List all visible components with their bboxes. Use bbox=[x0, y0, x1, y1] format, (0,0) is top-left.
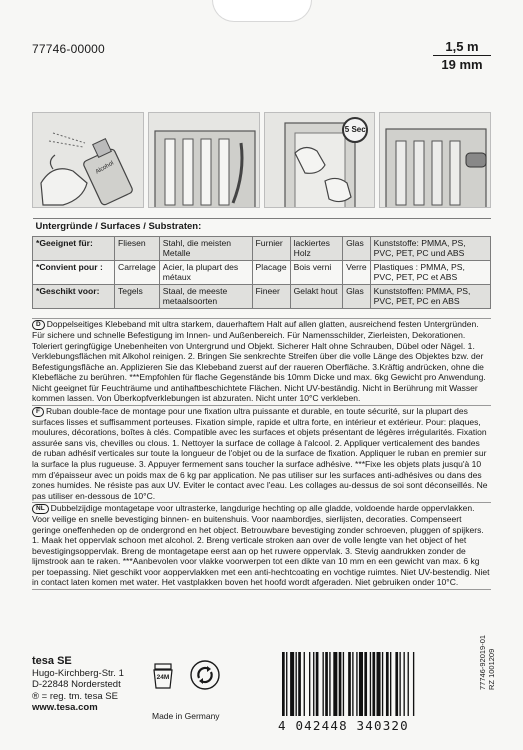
side-code-line-2: RZ 1001209 bbox=[487, 648, 496, 690]
barcode-bar bbox=[408, 652, 409, 716]
barcode-bar bbox=[296, 652, 297, 716]
instruction-steps bbox=[32, 112, 491, 208]
table-cell: Gelakt hout bbox=[290, 284, 342, 308]
row-label: *Geschikt voor: bbox=[33, 284, 115, 308]
barcode-bar bbox=[356, 652, 357, 716]
surfaces-table bbox=[32, 218, 491, 309]
instructions-de-text: Doppelseitiges Klebeband mit ultra starkem, dauerhaftem Halt auf allen glatten, ausreichend festen Untergründen. Für sichere und schnelle Befestigung im Innen- und Außenbereich. Für Namensschilder, Zierleisten, Dekorationen. Toleriert geringfügige Unebenheiten von Untergrund und Objekt. Sicherer Halt ohne Schrauben, Dübel oder Nägel. 1. Verklebungsflächen mit Alkohol reinigen. 2. Bringen Sie senkrechte Streifen über die volle Länge des Objektes bzw. der Befestigungsfläche an. Applizieren Sie das Klebeband zuerst auf der raueren Oberfläche. 3.Kräftig andrücken, ohne die Klebefläche zu berühren. ***Empfohlen für flache Gegenstände bis 10mm Dicke und max. 6kg Gewicht pro Anwendung. Nicht geeignet für Feuchträume und antihaftbeschichtete Flächen. Nicht UV-beständig. Nicht in Berührung mit Wasser kommen lassen. Von Überkopfverklebungen ist abzuraten. Nicht unter 10°C verkleben. bbox=[32, 319, 486, 404]
tape-dimensions bbox=[433, 38, 491, 73]
barcode-bar bbox=[323, 652, 324, 716]
barcode-bar bbox=[399, 652, 400, 716]
barcode-bar bbox=[372, 652, 375, 716]
barcode-bar bbox=[382, 652, 383, 716]
barcode-bar bbox=[304, 652, 305, 716]
strips-illustration bbox=[149, 113, 260, 208]
surfaces-table-title: Untergründe / Surfaces / Substraten: bbox=[33, 219, 491, 237]
company-website: www.tesa.com bbox=[32, 702, 98, 713]
barcode-bar bbox=[404, 652, 405, 716]
table-cell: Fliesen bbox=[115, 236, 160, 260]
row-label: *Convient pour : bbox=[33, 260, 115, 284]
table-cell: lackiertes Holz bbox=[290, 236, 342, 260]
divider bbox=[32, 589, 491, 590]
side-print-code bbox=[478, 600, 496, 690]
instructions-text bbox=[32, 318, 491, 590]
company-address bbox=[32, 656, 124, 714]
step-clean-alcohol bbox=[32, 112, 144, 208]
table-cell: Bois verni bbox=[290, 260, 342, 284]
side-code-line-1: 77746-92019-01 bbox=[478, 634, 487, 690]
table-cell: Plastiques : PMMA, PS, PVC, PET, PC et ABS bbox=[370, 260, 490, 284]
hang-hole bbox=[212, 0, 312, 22]
barcode-bar bbox=[290, 652, 294, 716]
barcode-bar bbox=[329, 652, 330, 716]
table-cell: Fineer bbox=[252, 284, 290, 308]
tape-length: 1,5 m bbox=[445, 39, 479, 54]
barcode-bar bbox=[282, 652, 285, 716]
alcohol-label: Alcohol bbox=[94, 160, 115, 176]
instructions-fr bbox=[32, 406, 491, 501]
barcode-bar bbox=[348, 652, 351, 716]
barcode-bar bbox=[325, 652, 328, 716]
table-cell: Glas bbox=[343, 236, 371, 260]
step-apply-strips bbox=[148, 112, 260, 208]
barcode-bar bbox=[298, 652, 301, 716]
barcode-bar bbox=[386, 652, 389, 716]
barcode-bar bbox=[339, 652, 342, 716]
table-row bbox=[33, 260, 491, 284]
table-cell: Verre bbox=[343, 260, 371, 284]
barcode-bar bbox=[377, 652, 381, 716]
mounted-illustration bbox=[380, 113, 491, 208]
company-name: tesa SE bbox=[32, 655, 72, 667]
barcode-bar bbox=[359, 652, 363, 716]
company-city: D-22848 Norderstedt bbox=[32, 679, 121, 690]
table-cell: Staal, de meeste metaalsoorten bbox=[159, 284, 252, 308]
barcode-bar bbox=[364, 652, 367, 716]
made-in-label: Made in Germany bbox=[152, 711, 220, 721]
table-cell: Acier, la plupart des métaux bbox=[159, 260, 252, 284]
table-cell: Kunststoffe: PMMA, PS, PVC, PET, PC und ABS bbox=[370, 236, 490, 260]
article-number: 77746-00000 bbox=[32, 42, 105, 56]
spray-bottle-illustration bbox=[33, 113, 144, 208]
table-cell: Kunststoffen: PMMA, PS, PVC, PET, PC en ABS bbox=[370, 284, 490, 308]
table-cell: Furnier bbox=[252, 236, 290, 260]
table-row bbox=[33, 284, 491, 308]
barcode-bar bbox=[395, 652, 398, 716]
language-badge-fr: F bbox=[32, 407, 44, 417]
ean-number: 4 042448 340320 bbox=[278, 718, 409, 733]
barcode-bar bbox=[313, 652, 314, 716]
table-cell: Placage bbox=[252, 260, 290, 284]
instructions-fr-text: Ruban double-face de montage pour une fixation ultra puissante et durable, en toute sécurité, sur la plupart des surfaces lisses et suffisamment porteuses. Fixation simple, rapide et ultra forte, en intérieur et extérieur. Pour: plaques, moulures, décorations, boîtes à clés. Compatible avec les surfaces et objets présentant de légères irrégularités. Fixation assurée sans vis, chevilles ou clous. 1. Nettoyer la surface de collage à l'alcool. 2. Appliquer verticalement des bandes de ruban adhésif verticales sur toute la longueur de l'objet ou de la surface de fixation. Appliquer le ruban en premier sur la surface la plus rugueuse. 3. Appuyer fermement sans toucher la surface adhésive. ***Fixe les objets plats jusqu'à 10 mm d'épaisseur avec un poids max de 6 kg par application. Ne pas utiliser sur les surfaces anti-adhésives ou dans des zones humides. Ne résiste pas aux UV. Eviter le contact avec l'eau. Les collages au-dessus de soi sont déconseillés. Ne pas utiliser en-dessous de 10°C. bbox=[32, 405, 488, 501]
language-badge-de: D bbox=[32, 320, 45, 330]
pao-label: 24M bbox=[156, 674, 170, 681]
jar-icon bbox=[152, 663, 174, 689]
barcode-bars bbox=[278, 650, 456, 718]
step-press-firmly bbox=[264, 112, 376, 208]
barcode-bar bbox=[309, 652, 310, 716]
instructions-nl-text: Dubbelzijdige montagetape voor ultrasterke, langdurige hechting op alle gladde, voldoende harde oppervlakken. Voor veilige en snelle bevestiging binnen- en buitenshuis. Voor naambordjes, sierlijsten, decoraties. Compenseert geringe oneffenheden op de ondergrond en het object. Betrouwbare bevestiging zonder schroeven, pluggen of spijkers. 1. Maak het oppervlak schoon met alcohol. 2. Breng verticale stroken aan over de volle lengte van het object of het bevestigingsoppervlak. Breng de montagetape eerst aan op het ruwere oppervlak. 3. Stevig aandrukken zonder de lijmstrook aan te raken. ***Aanbevolen voor vlakke voorwerpen tot een dikte van 10 mm en een gewicht van max. 6 kg per toepassing. Niet geschikt voor aoppervlakken met een anti-hechtcoating en vochtige ruimtes. Niet UV-bestendig. Niet in contact laten komen met water. Het vastplakken boven het hoofd wordt afgeraden. Niet gebruiken onder 10°C. bbox=[32, 503, 490, 588]
barcode-bar bbox=[370, 652, 371, 716]
tape-width: 19 mm bbox=[441, 57, 483, 72]
barcode-bar bbox=[316, 652, 319, 716]
barcode-bar bbox=[286, 652, 287, 716]
timer-badge: 5 Sec bbox=[342, 117, 368, 143]
instructions-de bbox=[32, 319, 491, 404]
table-cell: Stahl, die meisten Metalle bbox=[159, 236, 252, 260]
ean-barcode bbox=[278, 650, 456, 736]
table-cell: Glas bbox=[343, 284, 371, 308]
barcode-bar bbox=[413, 652, 414, 716]
trademark-note: ® = reg. tm. tesa SE bbox=[32, 690, 118, 702]
barcode-bar bbox=[343, 652, 344, 716]
company-street: Hugo-Kirchberg-Str. 1 bbox=[32, 667, 124, 679]
barcode-bar bbox=[390, 652, 391, 716]
recycle-icon bbox=[190, 660, 220, 690]
instructions-nl bbox=[32, 503, 491, 588]
barcode-bar bbox=[352, 652, 353, 716]
language-badge-nl: NL bbox=[32, 504, 49, 514]
table-cell: Tegels bbox=[115, 284, 160, 308]
barcode-bar bbox=[333, 652, 337, 716]
row-label: *Geeignet für: bbox=[33, 236, 115, 260]
table-row bbox=[33, 236, 491, 260]
table-cell: Carrelage bbox=[115, 260, 160, 284]
step-mounted-result bbox=[379, 112, 491, 208]
